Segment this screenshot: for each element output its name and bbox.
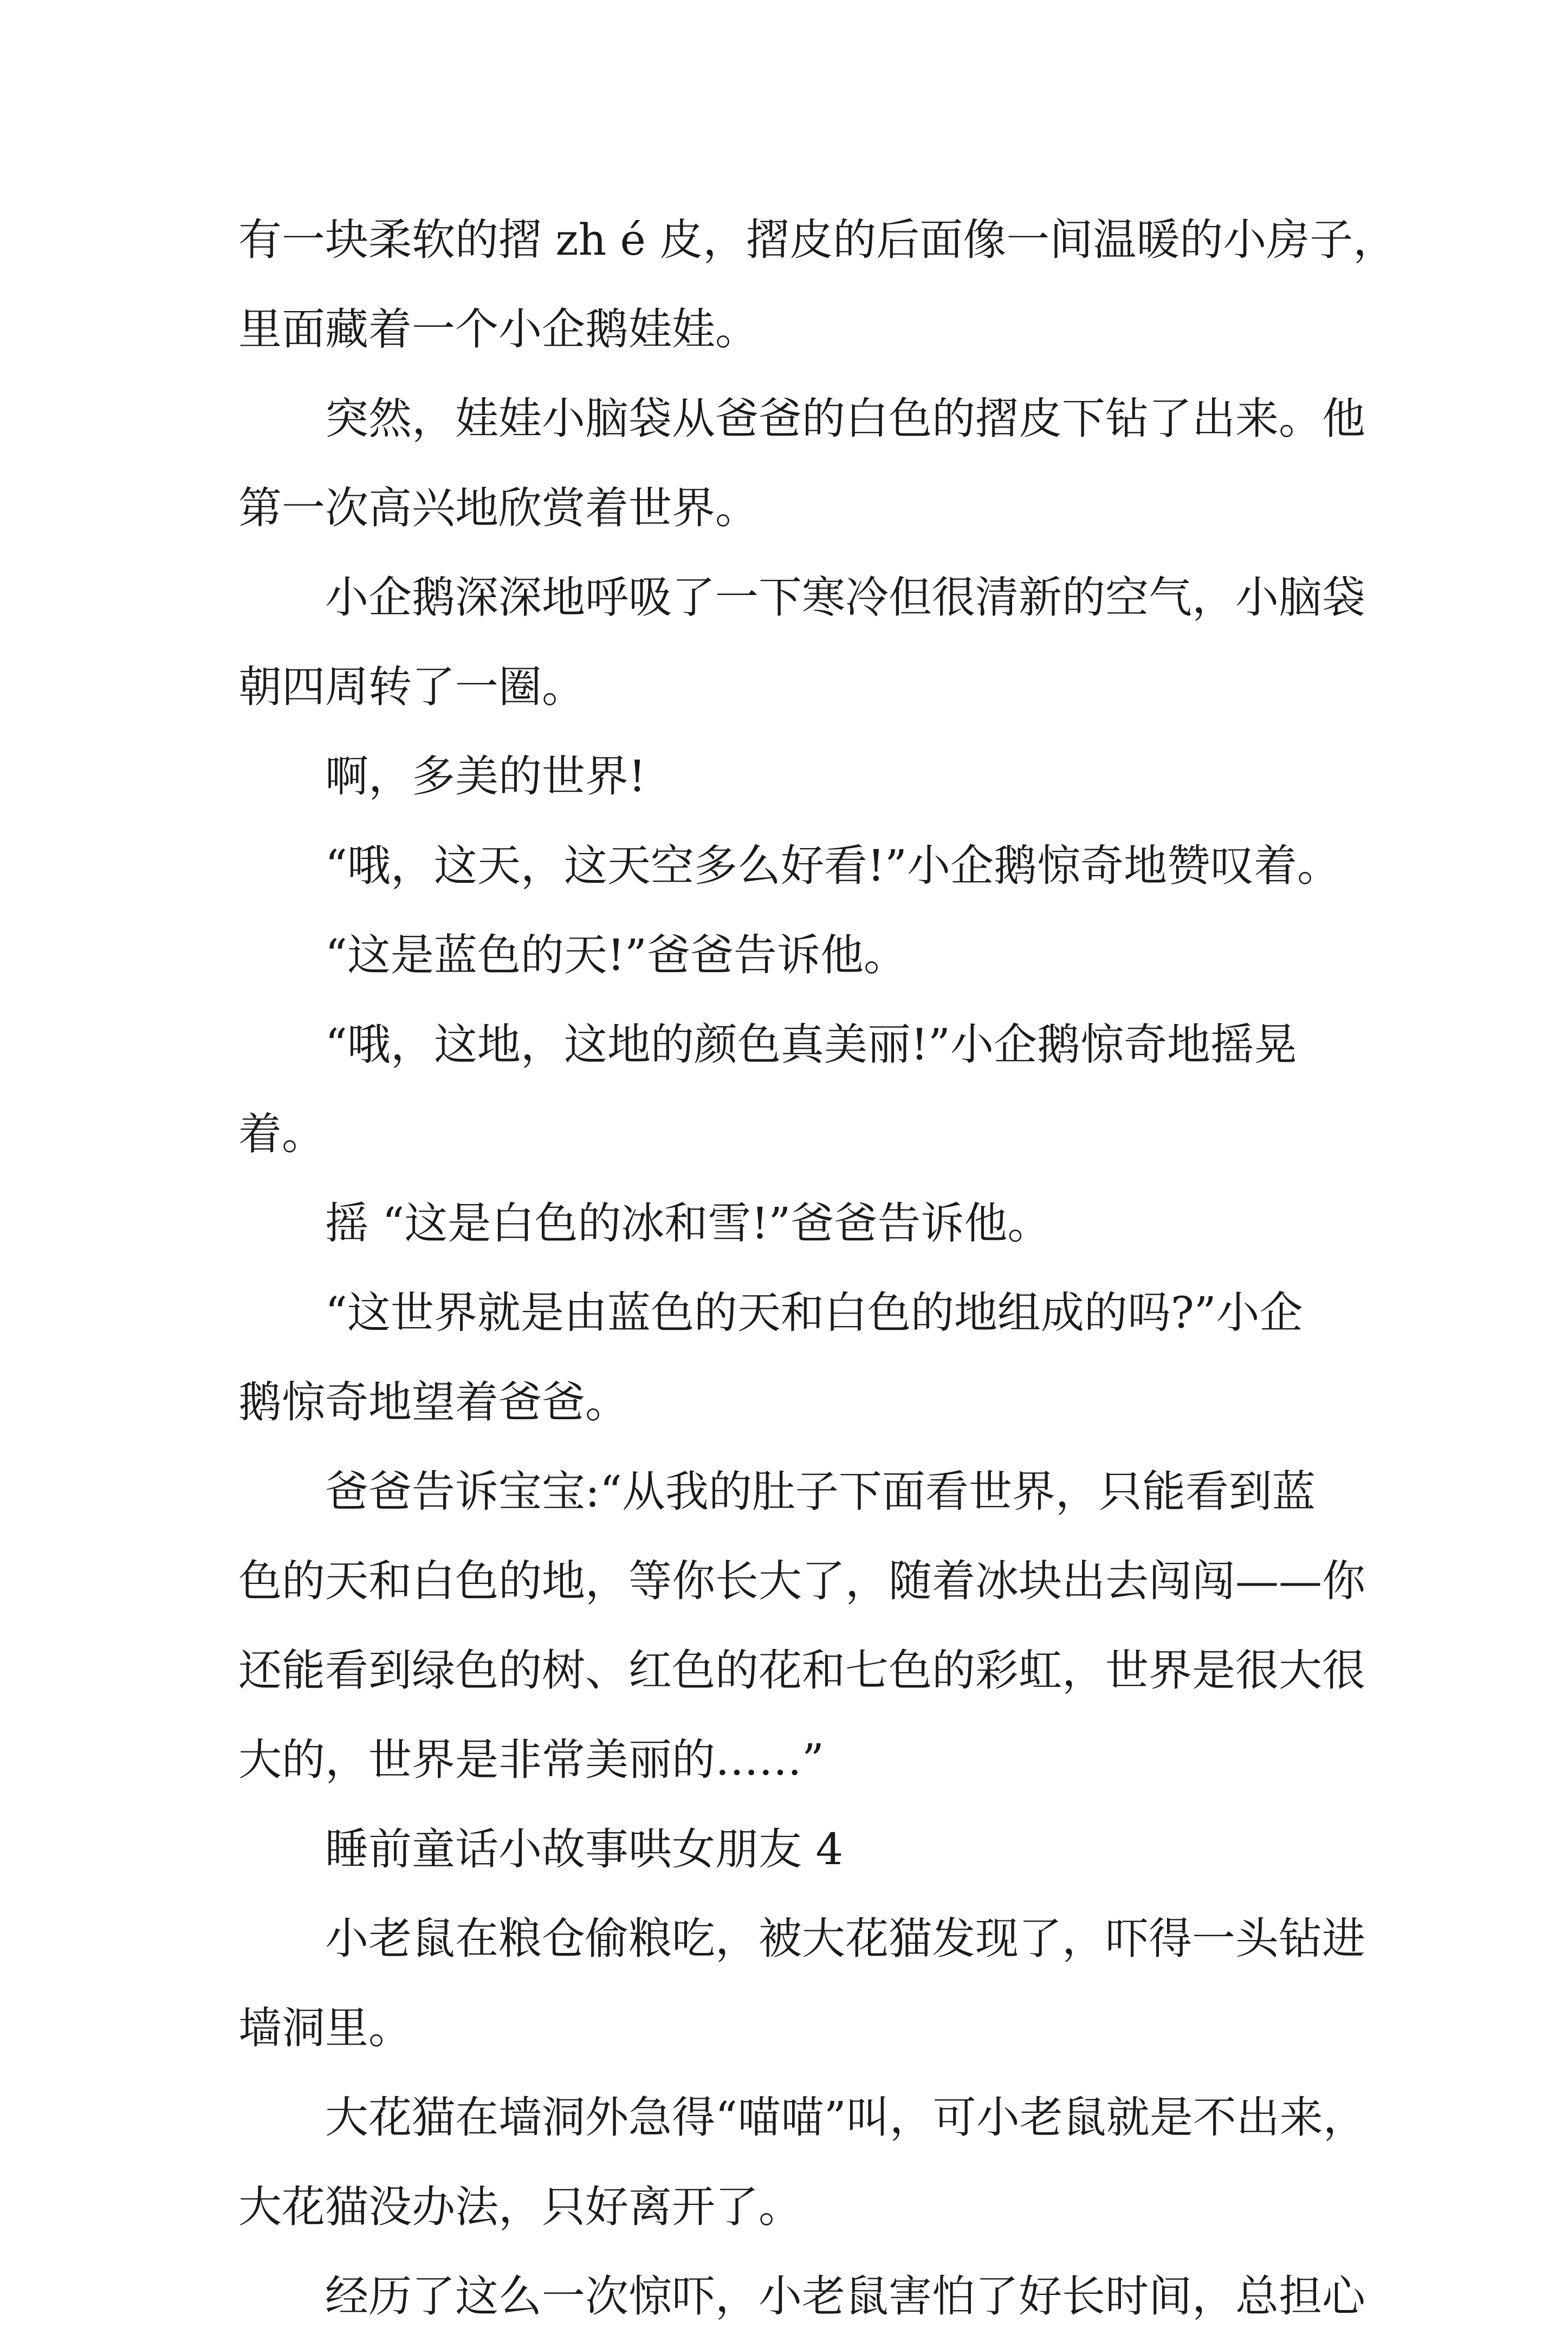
text-line: 色的天和白色的地，等你长大了，随着冰块出去闯闯——你 — [238, 1556, 1365, 1606]
text-line: “这是蓝色的天!”爸爸告诉他。 — [325, 930, 907, 980]
text-line: 鹅惊奇地望着爸爸。 — [238, 1377, 629, 1427]
text-line: 经历了这么一次惊吓，小老鼠害怕了好长时间，总担心 — [325, 2271, 1365, 2321]
text-line: 大花猫在墙洞外急得“喵喵”叫，可小老鼠就是不出来， — [325, 2092, 1366, 2143]
text-line: 爸爸告诉宝宝:“从我的肚子下面看世界，只能看到蓝 — [325, 1466, 1316, 1517]
text-line: 里面藏着一个小企鹅娃娃。 — [238, 304, 759, 354]
text-line: “哦，这天，这天空多么好看!”小企鹅惊奇地赞叹着。 — [325, 840, 1340, 891]
text-line: 着。 — [238, 1109, 325, 1159]
text-line: “这世界就是由蓝色的天和白色的地组成的吗?”小企 — [325, 1288, 1303, 1338]
text-line: 啊，多美的世界! — [325, 751, 646, 801]
text-line: 突然，娃娃小脑袋从爸爸的白色的摺皮下钻了出来。他 — [325, 393, 1365, 444]
text-line: 小企鹅深深地呼吸了一下寒冷但很清新的空气，小脑袋 — [325, 572, 1365, 623]
text-line: 大花猫没办法，只好离开了。 — [238, 2182, 802, 2232]
text-line: 墙洞里。 — [238, 2003, 412, 2053]
text-line: 小老鼠在粮仓偷粮吃，被大花猫发现了，吓得一头钻进 — [325, 1913, 1365, 1964]
text-line: 第一次高兴地欣赏着世界。 — [238, 483, 759, 533]
text-line: “哦，这地，这地的颜色真美丽!”小企鹅惊奇地摇晃 — [325, 1019, 1297, 1070]
text-line: 还能看到绿色的树、红色的花和七色的彩虹，世界是很大很 — [238, 1645, 1365, 1696]
section-heading: 睡前童话小故事哄女朋友 4 — [325, 1824, 844, 1874]
text-line: 朝四周转了一圈。 — [238, 662, 585, 712]
story-text — [238, 195, 1397, 2341]
text-line: 摇 “这是白色的冰和雪!”爸爸告诉他。 — [325, 1198, 1051, 1249]
text-line: 有一块柔软的摺 zh é 皮，摺皮的后面像一间温暖的小房子， — [238, 215, 1397, 265]
text-line: 大的，世界是非常美丽的……” — [238, 1735, 824, 1785]
